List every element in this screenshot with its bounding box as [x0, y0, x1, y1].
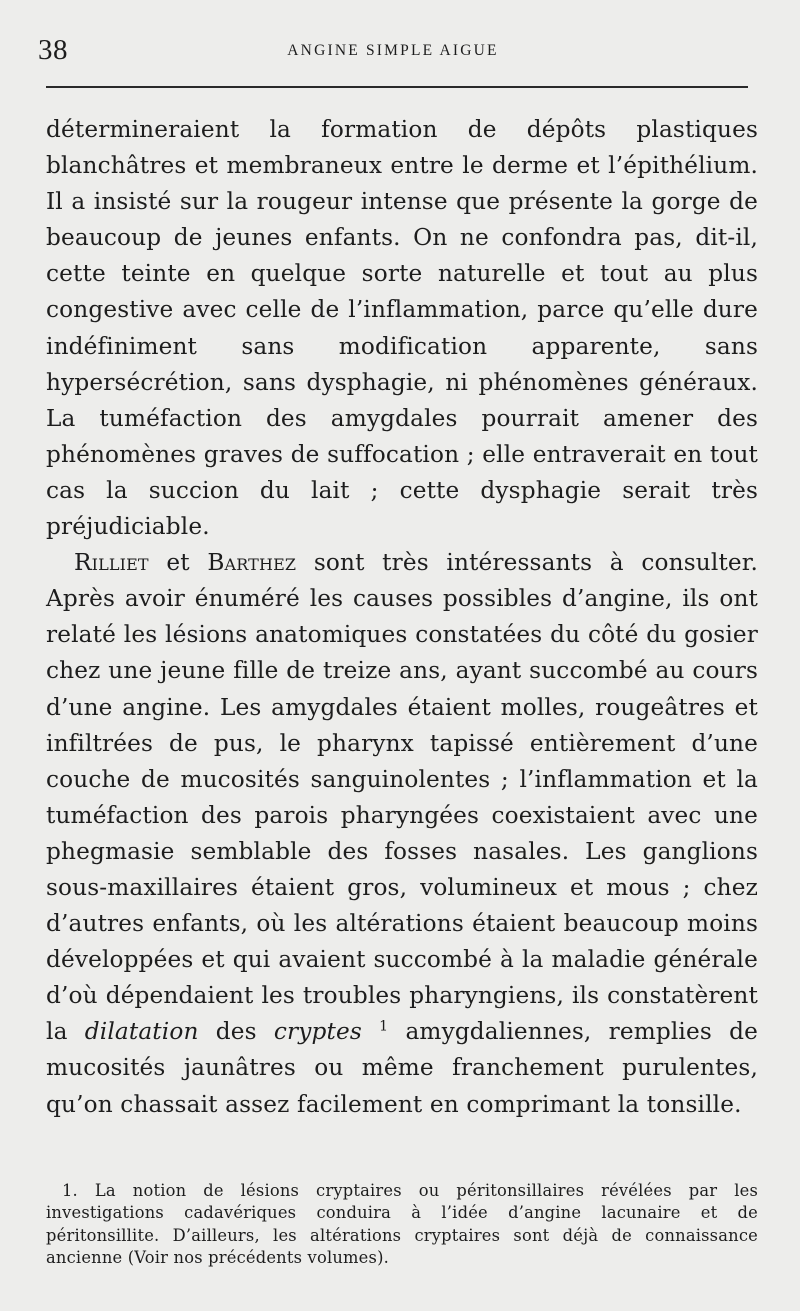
text-run: sont très intéressants à consulter. Après avoir énuméré les causes possibles d’angine, ils ont relaté les lésions anatomiques constatées du côté du gosier chez une jeune fille de treize ans, ayant succombé au cours d’une angine. Les amygdales étaient molles, rougeâtres et infiltrées de pus, le pharynx tapissé entièrement d’une couche de mucosités sanguinolentes ; l’inflammation et la tuméfaction des parois pharyngées coexistaient avec une phegmasie semblable des fosses nasales. Les ganglions sous-maxillaires étaient gros, volumineux et mous ; chez d’autres enfants, où les altérations étaient beaucoup moins développées et qui avaient succombé à la maladie générale d’où dépendaient les troubles pharyngiens, ils constatèrent la — [46, 549, 758, 1046]
paragraph-2 — [46, 545, 758, 1123]
footnotes — [46, 1180, 758, 1270]
footnote-reference: 1 — [379, 1018, 389, 1035]
italic-term-dilatation: dilatation — [84, 1018, 199, 1046]
italic-term-cryptes: cryptes — [273, 1018, 362, 1046]
footnote-1: 1. La notion de lésions cryptaires ou péritonsillaires révélées par les investigations cadavériques conduira à l’idée d’angine lacunaire et de péritonsillite. D’ailleurs, les altérations cryptaires sont déjà de connaissance ancienne (Voir nos précédents volumes). — [46, 1181, 758, 1268]
text-run: amygdaliennes, remplies de mucosités jaunâtres ou même franchement purulentes, qu’on chassait assez facilement en comprimant la tonsille. — [46, 1018, 758, 1118]
text-run: et — [148, 549, 208, 577]
paragraph-1: déterm​ineraient la formation de dépôts plastiques blanchâtres et membraneux entre le derme et l’épithélium. Il a insisté sur la rougeur intense que présente la gorge de beaucoup de jeunes enfants. On ne confondra pas, dit-il, cette teinte en quelque sorte naturelle et tout au plus congestive avec celle de l’inflammation, parce qu’elle dure indéfiniment sans modification apparente, sans hypersécrétion, sans dysphagie, ni phénomènes généraux. La tuméfaction des amygdales pourrait amener des phénomènes graves de suffocation ; elle entraverait en tout cas la succion du lait ; cette dysphagie serait très préjudiciable. — [46, 116, 758, 541]
header-rule — [46, 86, 748, 88]
author-name-rilliet: Rilliet — [74, 549, 149, 577]
page-number: 38 — [38, 34, 68, 66]
running-head: ANGINE SIMPLE AIGUE — [287, 42, 499, 59]
text-run: des — [198, 1018, 274, 1046]
author-name-barthez: Barthez — [207, 549, 297, 577]
page-header — [38, 34, 748, 74]
main-text — [46, 112, 758, 1123]
